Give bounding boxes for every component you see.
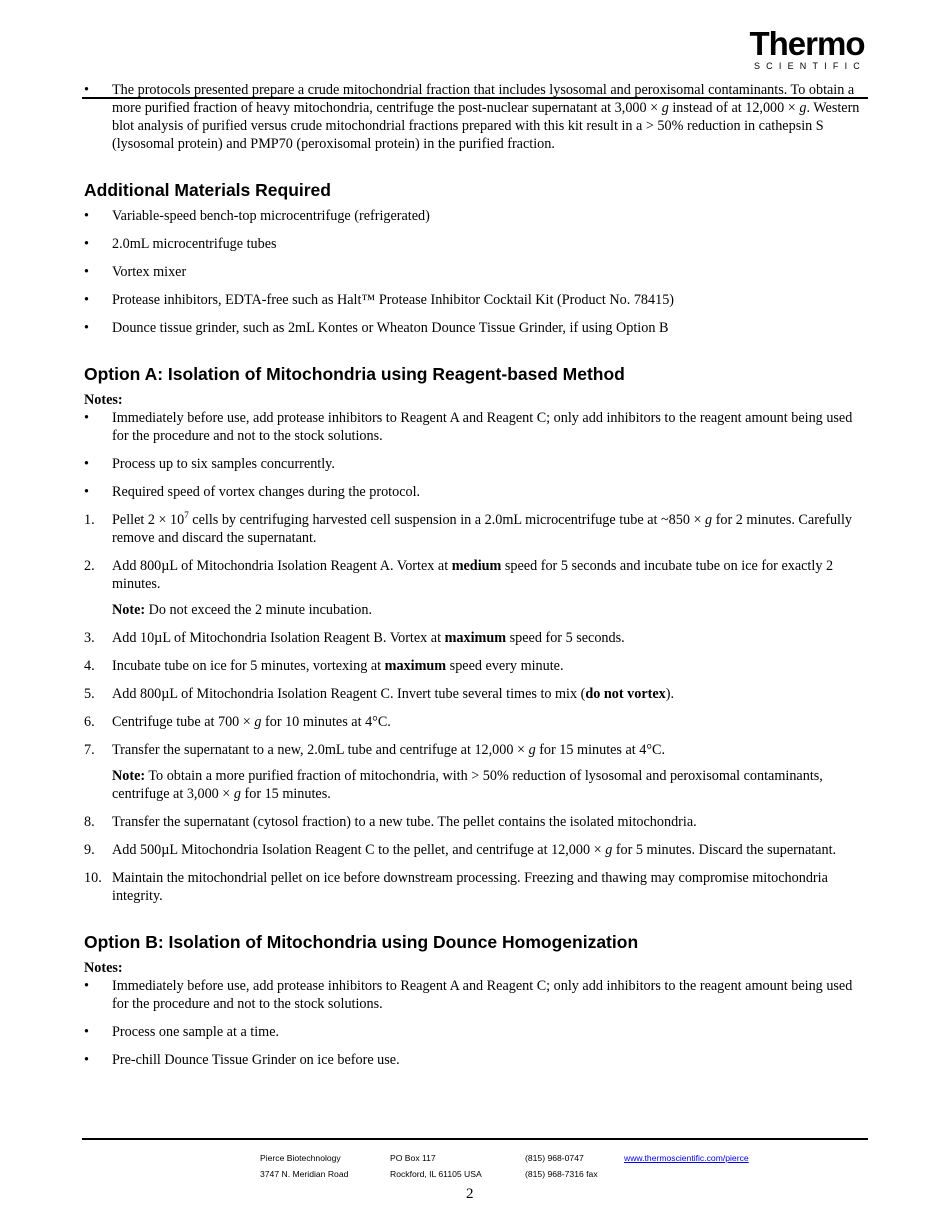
step-note	[84, 767, 864, 803]
text-run: Vortex mixer	[112, 264, 187, 280]
notes-label: Notes:	[84, 960, 123, 976]
footer-pobox: PO Box 117	[390, 1153, 436, 1163]
numbered-step	[84, 869, 864, 905]
bullet-icon: •	[84, 1024, 89, 1040]
bold-text: maximum	[384, 658, 447, 674]
text-run: speed for 5 seconds.	[506, 630, 625, 646]
text-run: Transfer the supernatant to a new, 2.0mL tube and centrifuge at 12,000 ×	[112, 742, 529, 758]
text-run: . Western blot analysis of purified versus crude mitochondrial fractions prepared with this kit result in a > 50% reduction in cathepsin S (lysosomal protein) and PMP70 (peroxisomal protein) in the purified fraction.	[112, 100, 860, 152]
bullet-icon: •	[84, 320, 89, 336]
bullet-item	[84, 319, 864, 337]
text-run: for 15 minutes.	[240, 786, 331, 802]
footer-address	[390, 1150, 482, 1182]
text-run: Required speed of vortex changes during the protocol.	[112, 484, 421, 500]
numbered-step	[84, 629, 864, 647]
footer-city: Rockford, IL 61105 USA	[390, 1169, 482, 1179]
bold-text: Note:	[112, 768, 146, 784]
footer-fax: (815) 968-7316 fax	[525, 1169, 598, 1179]
item-text	[112, 511, 864, 547]
bullet-item	[84, 291, 864, 309]
text-run: for 15 minutes at 4°C.	[535, 742, 666, 758]
bullet-item	[84, 1051, 864, 1069]
text-run: for 5 minutes. Discard the supernatant.	[612, 842, 837, 858]
text-run: Pre-chill Dounce Tissue Grinder on ice before use.	[112, 1052, 400, 1068]
document-body	[84, 81, 864, 1079]
bullet-icon: •	[84, 410, 89, 426]
text-run: speed every minute.	[446, 658, 564, 674]
numbered-step	[84, 657, 864, 675]
italic-text: g	[799, 100, 807, 116]
item-text	[112, 81, 864, 153]
section-heading: Option A: Isolation of Mitochondria using Reagent-based Method	[84, 364, 625, 384]
bullet-item	[84, 409, 864, 445]
bullet-item	[84, 977, 864, 1013]
section-heading: Additional Materials Required	[84, 180, 331, 200]
item-text	[112, 557, 864, 593]
text-run: Protease inhibitors, EDTA-free such as Halt™ Protease Inhibitor Cocktail Kit (Product No. 78415)	[112, 292, 675, 308]
step-number: 3.	[84, 630, 95, 646]
footer-street: 3747 N. Meridian Road	[260, 1169, 349, 1179]
item-text	[112, 455, 864, 473]
text-run: for 2 minutes. Carefully remove and discard the supernatant.	[112, 512, 853, 546]
bullet-icon: •	[84, 236, 89, 252]
bullet-icon: •	[84, 484, 89, 500]
step-number: 6.	[84, 714, 95, 730]
bold-text: do not vortex	[585, 686, 666, 702]
text-run: speed for 5 seconds and incubate tube on ice for exactly 2 minutes.	[112, 558, 834, 592]
item-text	[112, 1051, 864, 1069]
page-number: 2	[466, 1186, 474, 1202]
bullet-icon: •	[84, 82, 89, 98]
bullet-icon: •	[84, 1052, 89, 1068]
footer-rule	[82, 1138, 868, 1140]
bold-text: Note:	[112, 602, 146, 618]
notes-label: Notes:	[84, 392, 123, 408]
italic-text: g	[605, 842, 613, 858]
bullet-item	[84, 1023, 864, 1041]
text-run: Process one sample at a time.	[112, 1024, 280, 1040]
text-run: Add 800µL of Mitochondria Isolation Reagent C. Invert tube several times to mix (	[112, 686, 586, 702]
numbered-step	[84, 741, 864, 759]
text-run: Pellet 2 × 10	[112, 512, 185, 528]
footer-web	[624, 1150, 749, 1166]
footer-website-link[interactable]: www.thermoscientific.com/pierce	[624, 1153, 749, 1163]
text-run: cells by centrifuging harvested cell suspension in a 2.0mL microcentrifuge tube at ~850 ×	[188, 512, 706, 528]
bullet-item	[84, 207, 864, 225]
step-number: 1.	[84, 512, 95, 528]
italic-text: g	[528, 742, 536, 758]
item-text	[112, 235, 864, 253]
bullet-icon: •	[84, 978, 89, 994]
item-text	[112, 685, 864, 703]
item-text	[112, 263, 864, 281]
text-run: The protocols presented prepare a crude mitochondrial fraction that includes lysosomal and peroxisomal contaminants. To obtain a more purified fraction of heavy mitochondria, centrifuge the post-nuclear supernatant at 3,000 ×	[112, 82, 855, 116]
footer-company	[260, 1150, 348, 1182]
step-number: 8.	[84, 814, 95, 830]
numbered-step	[84, 685, 864, 703]
item-text	[112, 813, 864, 831]
text-run: for 10 minutes at 4°C.	[261, 714, 391, 730]
item-text	[112, 629, 864, 647]
text-run: Process up to six samples concurrently.	[112, 456, 335, 472]
item-text	[112, 741, 864, 759]
logo-subtitle: SCIENTIFIC	[753, 61, 866, 71]
footer-company-name: Pierce Biotechnology	[260, 1153, 341, 1163]
step-number: 10.	[84, 870, 102, 886]
item-text	[112, 869, 864, 905]
item-text	[112, 1023, 864, 1041]
bullet-icon: •	[84, 292, 89, 308]
bullet-item	[84, 81, 864, 153]
numbered-step	[84, 511, 864, 547]
text-run: Incubate tube on ice for 5 minutes, vortexing at	[112, 658, 385, 674]
italic-text: g	[233, 786, 241, 802]
text-run: Add 800µL of Mitochondria Isolation Reagent A. Vortex at	[112, 558, 452, 574]
item-text	[112, 713, 864, 731]
numbered-step	[84, 713, 864, 731]
item-text	[112, 657, 864, 675]
italic-text: g	[661, 100, 669, 116]
item-text	[112, 207, 864, 225]
item-text	[112, 409, 864, 445]
italic-text: g	[254, 714, 262, 730]
thermo-scientific-logo	[742, 25, 872, 72]
numbered-step	[84, 813, 864, 831]
text-run: Add 500µL Mitochondria Isolation Reagent C to the pellet, and centrifuge at 12,000 ×	[112, 842, 606, 858]
step-number: 4.	[84, 658, 95, 674]
item-text	[112, 841, 864, 859]
superscript: 7	[184, 510, 189, 520]
bullet-icon: •	[84, 456, 89, 472]
bold-text: medium	[451, 558, 502, 574]
italic-text: g	[705, 512, 713, 528]
text-run: Maintain the mitochondrial pellet on ice before downstream processing. Freezing and thawing may compromise mitochondria integrity.	[112, 870, 828, 904]
logo-wordmark: Thermo	[749, 25, 865, 62]
text-run: Do not exceed the 2 minute incubation.	[145, 602, 373, 618]
text-run: instead of at 12,000 ×	[668, 100, 800, 116]
item-text	[112, 977, 864, 1013]
text-run: To obtain a more purified fraction of mitochondria, with > 50% reduction of lysosomal and peroxisomal contaminants, centrifuge at 3,000 ×	[112, 768, 823, 802]
text-run: Dounce tissue grinder, such as 2mL Kontes or Wheaton Dounce Tissue Grinder, if using Option B	[112, 320, 669, 336]
bullet-item	[84, 263, 864, 281]
text-run: 2.0mL microcentrifuge tubes	[112, 236, 277, 252]
step-number: 7.	[84, 742, 95, 758]
text-run: Centrifuge tube at 700 ×	[112, 714, 255, 730]
text-run: ).	[665, 686, 675, 702]
step-number: 5.	[84, 686, 95, 702]
step-number: 9.	[84, 842, 95, 858]
footer-phones	[525, 1150, 598, 1182]
bullet-item	[84, 483, 864, 501]
bullet-item	[84, 235, 864, 253]
bullet-icon: •	[84, 264, 89, 280]
item-text	[112, 291, 864, 309]
step-note	[84, 601, 864, 619]
item-text	[112, 483, 864, 501]
text-run: Immediately before use, add protease inhibitors to Reagent A and Reagent C; only add inhibitors to the reagent amount being used for the procedure and not to the stock solutions.	[112, 978, 853, 1012]
bold-text: maximum	[444, 630, 507, 646]
bullet-item	[84, 455, 864, 473]
item-text	[112, 319, 864, 337]
numbered-step	[84, 841, 864, 859]
step-number: 2.	[84, 558, 95, 574]
numbered-step	[84, 557, 864, 593]
text-run: Variable-speed bench-top microcentrifuge (refrigerated)	[112, 208, 430, 224]
text-run: Add 10µL of Mitochondria Isolation Reagent B. Vortex at	[112, 630, 445, 646]
section-heading: Option B: Isolation of Mitochondria using Dounce Homogenization	[84, 932, 639, 952]
footer-phone: (815) 968-0747	[525, 1153, 584, 1163]
text-run: Immediately before use, add protease inhibitors to Reagent A and Reagent C; only add inhibitors to the reagent amount being used for the procedure and not to the stock solutions.	[112, 410, 853, 444]
text-run: Transfer the supernatant (cytosol fraction) to a new tube. The pellet contains the isolated mitochondria.	[112, 814, 697, 830]
bullet-icon: •	[84, 208, 89, 224]
